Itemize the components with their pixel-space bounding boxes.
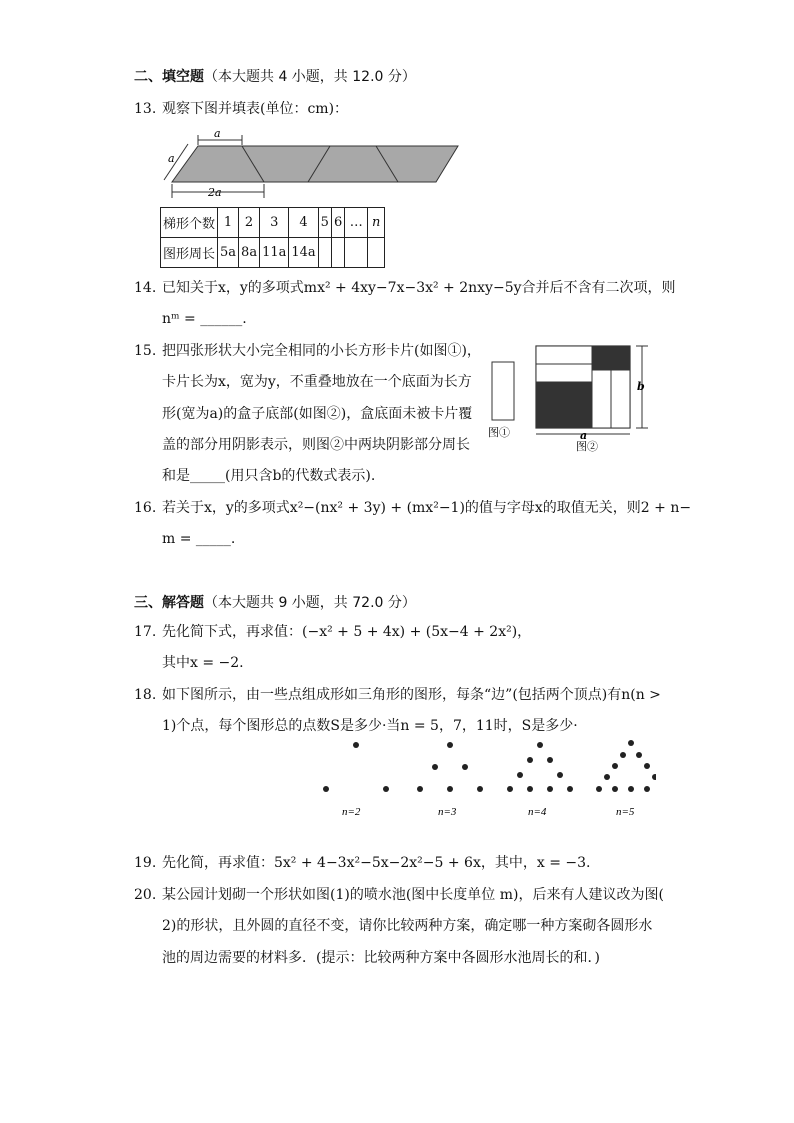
question-14-line-2: nᵐ = ______.	[162, 311, 247, 327]
section-2-heading: 二、填空题（本大题共 4 小题，共 12.0 分）	[134, 69, 416, 85]
question-16-line-2: m = _____.	[162, 531, 236, 547]
table-cell: …	[345, 208, 368, 238]
question-15-line-4: 盖的部分用阴影表示，则图②中两块阴影部分周长	[162, 437, 470, 453]
table-cell: 6	[331, 208, 344, 238]
question-20: 20. 某公园计划砌一个形状如图(1)的喷水池(图中长度单位 m)，后来有人建议改为图(	[134, 887, 664, 903]
trapezoid-figure	[158, 126, 478, 202]
fig-1-label: 图①	[488, 426, 510, 439]
question-17: 17. 先化简下式，再求值：(−x² + 5 + 4x) + (5x−4 + 2x²)，	[134, 624, 532, 640]
perimeter-table	[160, 207, 385, 268]
table-cell: 1	[218, 208, 239, 238]
table-cell: n	[368, 208, 385, 238]
question-15-line-3: 形(宽为a)的盒子底部(如图②)，盒底面未被卡片覆	[162, 406, 473, 422]
question-18: 18. 如下图所示，由一些点组成形如三角形的图形，每条“边”(包括两个顶点)有n(n >	[134, 687, 661, 703]
table-cell	[331, 238, 344, 268]
question-19: 19. 先化简，再求值：5x² + 4−3x²−5x−2x²−5 + 6x，其中，x = −3.	[134, 855, 591, 871]
table-row	[161, 208, 385, 238]
b-label: b	[637, 380, 645, 393]
bottom-2a-label: 2a	[208, 186, 222, 199]
question-13: 13. 观察下图并填表(单位：cm)：	[134, 101, 349, 117]
table-row	[161, 238, 385, 268]
table-cell: 5	[318, 208, 331, 238]
table-cell: 4	[289, 208, 318, 238]
question-15: 15. 把四张形状大小完全相同的小长方形卡片(如图①)，	[134, 343, 481, 359]
table-cell: 梯形个数	[161, 208, 218, 238]
question-15-line-5: 和是_____(用只含b的代数式表示).	[162, 468, 376, 484]
triangle-dots-figure	[316, 735, 656, 825]
a-label: a	[580, 429, 588, 442]
table-cell: 2	[239, 208, 260, 238]
table-cell: 14a	[289, 238, 318, 268]
question-18-line-2: 1)个点，每个图形总的点数S是多少·当n = 5，7，11时，S是多少·	[162, 718, 578, 734]
top-a-label: a	[214, 127, 221, 140]
question-20-line-2: 2)的形状，且外圆的直径不变，请你比较两种方案，确定哪一种方案砌各圆形水	[162, 918, 653, 934]
card-box-figure	[484, 340, 664, 455]
label-n3: n=3	[438, 806, 457, 818]
label-n2: n=2	[342, 806, 361, 818]
table-cell	[368, 238, 385, 268]
table-cell: 3	[260, 208, 289, 238]
table-cell: 图形周长	[161, 238, 218, 268]
fig-2-label: 图②	[576, 440, 598, 453]
section-3-heading: 三、解答题（本大题共 9 小题，共 72.0 分）	[134, 595, 416, 611]
label-n5: n=5	[616, 806, 635, 818]
side-a-label: a	[168, 152, 175, 165]
question-20-line-3: 池的周边需要的材料多．(提示：比较两种方案中各圆形水池周长的和．)	[162, 950, 600, 966]
table-cell: 11a	[260, 238, 289, 268]
question-16: 16. 若关于x，y的多项式x²−(nx² + 3y) + (mx²−1)的值与字母x的取值无关，则2 + n−	[134, 500, 692, 516]
table-cell: 8a	[239, 238, 260, 268]
question-14: 14. 已知关于x，y的多项式mx² + 4xy−7x−3x² + 2nxy−5y合并后不含有二次项，则	[134, 280, 676, 296]
table-cell	[345, 238, 368, 268]
question-17-line-2: 其中x = −2.	[162, 655, 244, 671]
table-cell	[318, 238, 331, 268]
label-n4: n=4	[528, 806, 547, 818]
table-cell: 5a	[218, 238, 239, 268]
question-15-line-2: 卡片长为x，宽为y，不重叠地放在一个底面为长方	[162, 374, 472, 390]
